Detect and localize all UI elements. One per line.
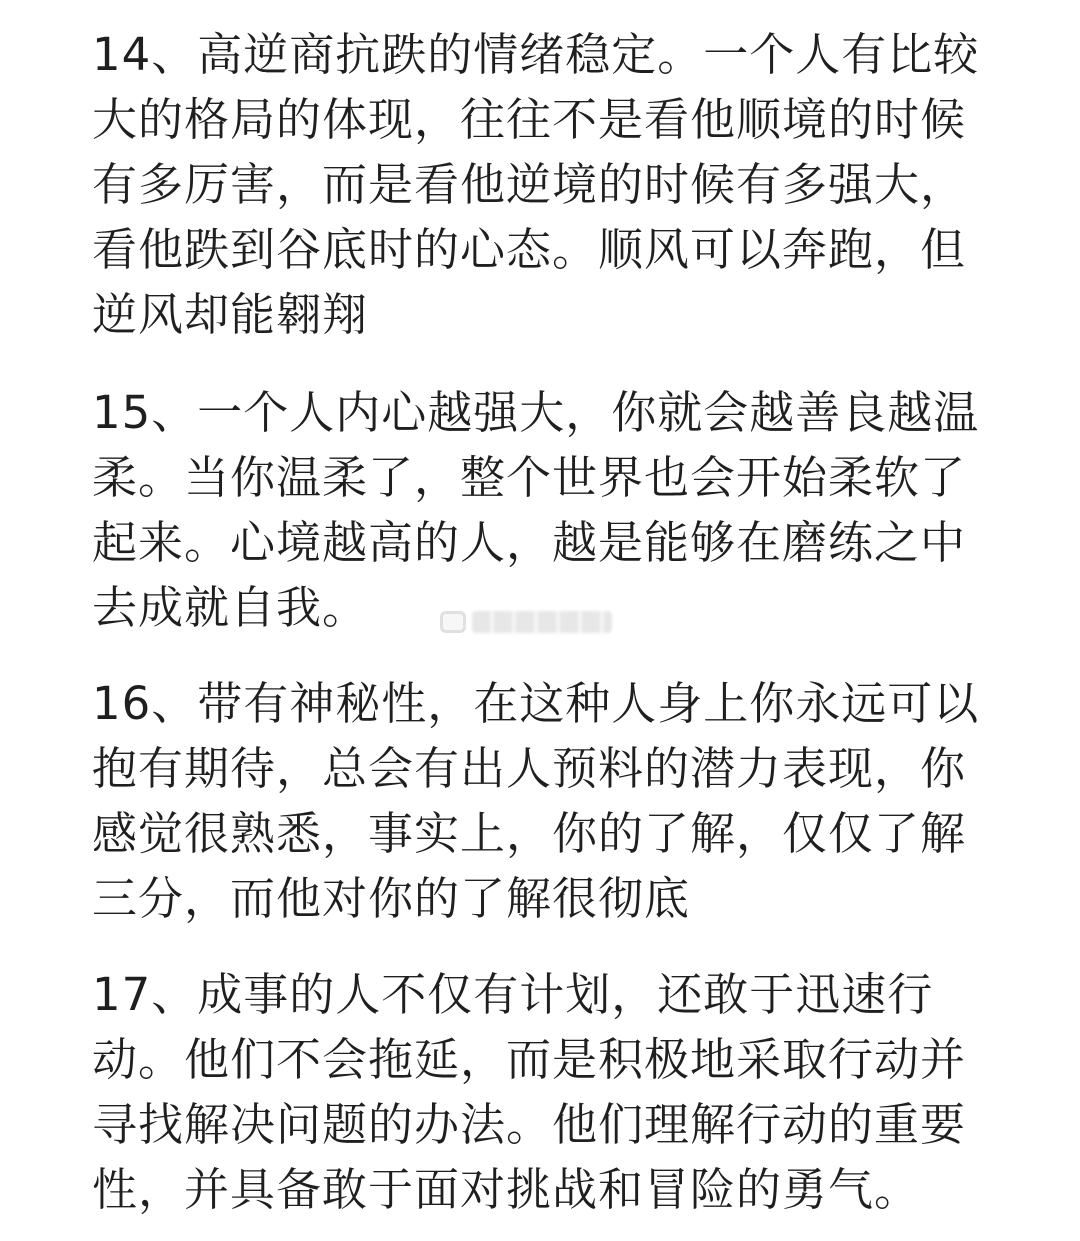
paragraph-16: 16、带有神秘性，在这种人身上你永远可以 抱有期待，总会有出人预料的潜力表现，你 感觉很熟悉，事实上，你的了解，仅仅了解 三分，而他对你的了解很彻底 [92,677,980,925]
watermark-logo-icon [440,611,466,633]
paragraph-17: 17、成事的人不仅有计划，还敢于迅速行 动。他们不会拖延，而是积极地采取行动并 寻找解决问题的办法。他们理解行动的重要 性，并具备敢于面对挑战和冒险的勇气。 [92,968,967,1216]
watermark [440,607,630,637]
watermark-blurred-text [472,611,612,633]
paragraph-15: 15、一个人内心越强大，你就会越善良越温 柔。当你温柔了，整个世界也会开始柔软了 起来。心境越高的人，越是能够在磨练之中 去成就自我。 [92,386,980,634]
paragraph-14: 14、高逆商抗跌的情绪稳定。一个人有比较 大的格局的体现，往往不是看他顺境的时候 有多厉害，而是看他逆境的时候有多强大， 看他跌到谷底时的心态。顺风可以奔跑，但 逆风却能翱翔 [92,28,980,341]
